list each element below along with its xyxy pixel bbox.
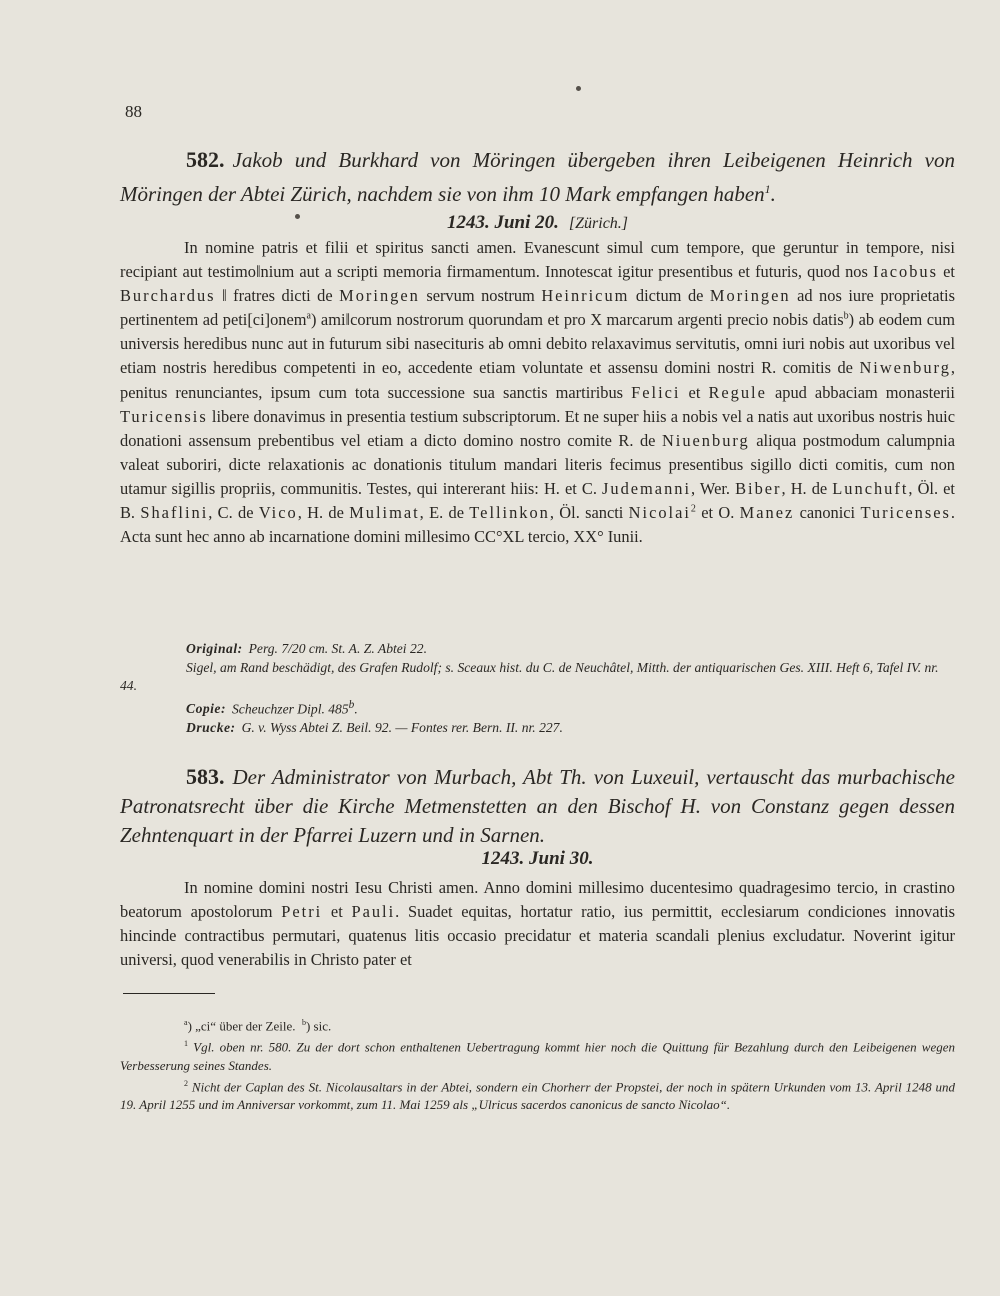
doc-583-heading: [120, 762, 955, 850]
doc-583-date: 1243. Juni 30.: [481, 848, 594, 869]
saint-name: Regule: [708, 382, 767, 402]
doc-583-text: [120, 876, 955, 972]
original-note: Original: Perg. 7/20 cm. St. A. Z. Abtei 22.: [186, 641, 427, 656]
doc-582-notes: [120, 640, 955, 737]
copy-note: Copie: Scheuchzer Dipl. 485$^b$.: [186, 698, 358, 717]
doc-582-date: 1243. Juni 20.: [446, 212, 559, 233]
doc-582-text: [120, 236, 955, 549]
footnote-1: $^1$ Vgl. oben nr. 580. Zu der dort schon enthaltenen Uebertragung kommt hier noch die Quittung für Bezahlung durch den Leibeigenen wegen Verbesserung seines Standes.: [120, 1039, 955, 1073]
saint-name: Petri: [281, 902, 323, 922]
place-name: Moringen: [709, 286, 791, 306]
place-name: Niwenburg: [859, 358, 951, 378]
apparatus-ref-a: a: [306, 310, 311, 322]
doc-583-title-block: [120, 762, 955, 850]
apparatus-ref-b: b: [843, 310, 849, 322]
doc-582-title-block: 582. Jakob und Burkhard von Möringen übergeben ihren Leibeigenen Heinrich von Möringen der Abtei Zürich, nachdem sie von ihm 10 Mark empfangen haben$^1$.: [120, 147, 955, 206]
doc-582-heading: [120, 145, 955, 209]
footnote-ref-2: 2: [690, 503, 696, 515]
person-name: Iacobus: [873, 262, 938, 282]
place-name: Moringen: [339, 286, 420, 306]
doc-582-number: 582.: [186, 147, 225, 172]
doc-583-title: Der Administrator von Murbach, Abt Th. von Luxeuil, vertauscht das murbachische Patronatsrecht über die Kirche Metmenstetten an den Bischof H. von Constanz gegen dessen Zehntenquart in der Pfarrei Luzern und in Sarnen.: [120, 765, 955, 847]
ink-speck: [576, 86, 581, 91]
doc-582-body: In nomine patris et filii et spiritus sancti amen. Evanescunt simul cum tempore, que geruntur in tempore, nisi recipiant aut testimo‖nium aut a scripti memoria firmamentum. Innotescat igitur presentibus et futuris, quod nos Iacobus et Burchardus ‖ fratres dicti de Moringen servum nostrum Heinricum dictum de Moringen ad nos iure proprietatis pertinentem ad peti[ci]onem$^a$) ami‖corum nostrorum quorundam et pro X marcarum argenti precio nobis datis$^b$) ab eodem cum universis heredibus nunc aut in futurum sibi nasecituris ab omni debito relaxavimus servitutis, omni iuri nobis aut uxoribus vel etiam nostris heredibus competenti in eo, accedente etiam voluntate et assensu domini nostri R. comitis de Niwenburg, penitus renunciantes, ipsum cum tota successione sua sanctis martiribus Felici et Regule apud abbaciam monasterii Turicensis libere donavimus in presentia testium subscriptorum. Et ne super hiis a nobis vel a natis aut uxoribus nostris huic donationi assensum prebentibus vel etiam a dicto domino nostro comite R. de Niuenburg aliqua postmodum calumpnia valeat suboriri, dicte relaxationis ac donationis titulum mandari literis fecimus presentibus sigillo dicti comitis, cum non utamur sigillis propriis, communitis. Testes, qui intererant hiis: H. et C. Judemanni, Wer. Biber, H. de Lunchuft, Öl. et B. Shaflini, C. de Vico, H. de Mulimat, E. de Tellinkon, Öl. sancti Nicolai$^2$ et O. Manez canonici Turicenses. Acta sunt hec anno ab incarnatione domini millesimo CC°XL tercio, XX° Iunii.: [120, 238, 955, 547]
saint-name: Felici: [631, 382, 681, 402]
page-number: 88: [125, 102, 142, 121]
doc-583-number: 583.: [186, 764, 225, 789]
doc-582-dateline: [120, 212, 955, 234]
doc-583-body: In nomine domini nostri Iesu Christi amen. Anno domini millesimo ducentesimo quadragesimo tercio, in crastino beatorum apostolorum Petri et Pauli. Suadet equitas, hortatur ratio, ius permittit, ecclesiarum condiciones innovatis hincinde contractibus permutari, quatenus litis occasio precidatur et materia scandali plenius excludatur. Noverint igitur universi, quod venerabilis in Christo pater et: [120, 878, 956, 970]
doc-582-title: Jakob und Burkhard von Möringen übergeben ihren Leibeigenen Heinrich von Möringen der Abtei Zürich, nachdem sie von ihm 10 Mark empfangen haben: [120, 148, 955, 206]
seal-note: Sigel, am Rand beschädigt, des Grafen Rudolf; s. Sceaux hist. du C. de Neuchâtel, Mitth. der antiquarischen Ges. XIII. Heft 6, Tafel IV. nr. 44.: [120, 659, 939, 693]
place-name: Niuenburg: [661, 430, 750, 450]
person-name: Burchardus: [120, 286, 216, 306]
footnotes: [120, 1014, 955, 1114]
person-name: Heinricum: [541, 286, 630, 306]
footnote-2: $^2$ Nicht der Caplan des St. Nicolausaltars in der Abtei, sondern ein Chorherr der Propstei, der noch in spätern Urkunden vom 13. April 1248 und 19. April 1255 und im Anniversar vorkommt, zum 11. Mai 1259 als „Ulricus sacerdos canonicus de sancto Nicolao“.: [120, 1078, 955, 1112]
saint-name: Pauli: [351, 902, 396, 922]
doc-582-place: [Zürich.]: [568, 215, 629, 232]
place-name: Turicensis: [120, 406, 208, 426]
prints-note: Drucke: G. v. Wyss Abtei Z. Beil. 92. — Fontes rer. Bern. II. nr. 227.: [186, 719, 563, 735]
apparatus-notes: $^a$) „ci“ über der Zeile. $^b$) sic.: [184, 1018, 332, 1034]
footnote-divider: [123, 993, 215, 994]
footnote-ref-1: 1: [764, 182, 771, 196]
doc-583-dateline: [120, 848, 955, 870]
